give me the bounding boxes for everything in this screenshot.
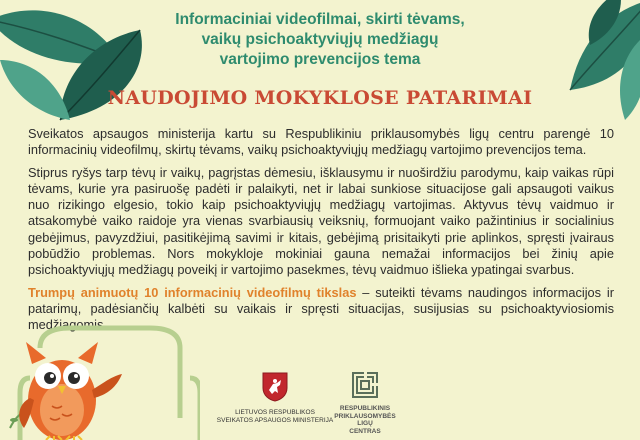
center-maze-emblem-icon (352, 372, 378, 398)
lithuania-vytis-shield-icon (262, 372, 288, 402)
owl-mascot-icon (0, 318, 200, 440)
body-text (28, 126, 614, 340)
center-logo (330, 372, 400, 435)
ministry-logo (215, 372, 335, 424)
title-line-1: Informaciniai videofilmai, skirti tėvams, (175, 11, 465, 28)
center-name-line-1: RESPUBLIKINIS (339, 405, 391, 412)
title-line-3: vartojimo prevencijos tema (219, 51, 421, 68)
ministry-name-line-1: LIETUVOS RESPUBLIKOS (235, 409, 315, 416)
paragraph-intro: Sveikatos apsaugos ministerija kartu su Respublikiniu priklausomybės ligų centru parengė 10 informacinių videofilmų, skirtų tėvams, vaikų psichoaktyviųjų medžiagų vartojimo prevencijos tema. (28, 126, 614, 158)
title-line-2: vaikų psichoaktyviųjų medžiagų (201, 31, 439, 48)
goal-text: – suteikti tėvams naudingos informacijos ir patarimų, padėsiančių kalbėti su vaikais ir spręsti situacijas, susijusias su psichoaktyviosiomis medžiagomis. (28, 284, 614, 333)
center-name-line-3: CENTRAS (349, 427, 381, 435)
ministry-name-line-2: SVEIKATOS APSAUGOS MINISTERIJA (216, 416, 334, 424)
paragraph-main: Stiprus ryšys tarp tėvų ir vaikų, pagrįstas dėmesiu, išklausymu ir nuoširdžiu parodymu, kaip vaikas rūpi tėvams, kurie yra pasiruošę padėti ir palaikyti, net ir labai sunkiose situacijose gali apsaugoti vaikus nuo rizikingo elgesio, tokio kaip psichoaktyviųjų medžiagų vartojimas. Aktyvus tėvų vaidmuo ir atsakomybė vaiko raidoje yra vienas svarbiausių veiksnių, formuojant vaiko pažintinius ir socialinius gebėjimus, pavyzdžiui, pasitikėjimą savimi ir kitais, gebėjimą prisitaikyti prie aplinkos, spręsti įvairaus pobūdžio problemas. Nors mokykloje mokiniai gauna nemažai informacijos bei žinių apie psichoaktyviųjų medžiagų poveikį ir vartojimo pasekmes, tėvų vaidmuo išlieka ypatingai svarbus. (28, 164, 614, 278)
goal-highlight: Trumpų animuotų 10 informacinių videofilmų tikslas (28, 284, 357, 300)
poster-title (140, 10, 500, 70)
center-name-line-2: PRIKLAUSOMYBĖS LIGŲ (334, 412, 396, 427)
section-heading: NAUDOJIMO MOKYKLOSE PATARIMAI (107, 87, 533, 109)
